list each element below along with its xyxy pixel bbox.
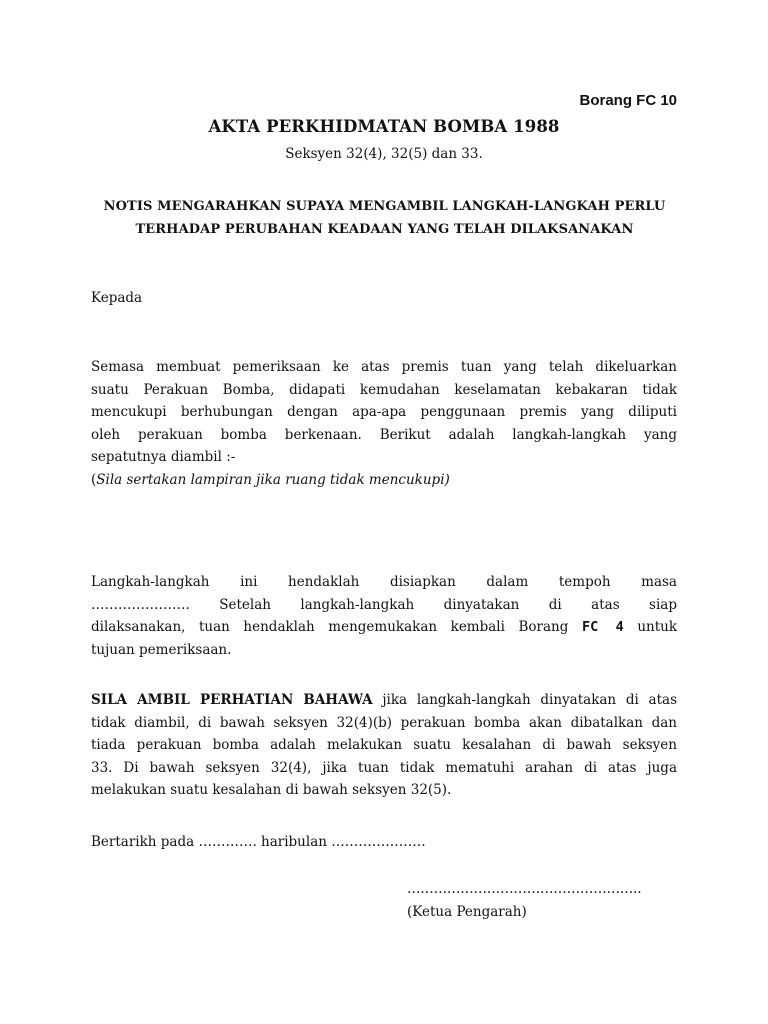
notice-title [92, 195, 677, 241]
paragraph-text: dilaksanakan, tuan hendaklah mengemukakan kembali Borang [91, 619, 582, 635]
section-reference: Seksyen 32(4), 32(5) dan 33. [285, 146, 483, 162]
paragraph-line: sepatutnya diambil :- [91, 449, 236, 465]
paragraph-line: suatu Perakuan Bomba, didapati kemudahan keselamatan kebakaran tidak [91, 381, 677, 398]
paragraph-line: melakukan suatu kesalahan di bawah seksyen 32(5). [91, 782, 452, 798]
paragraph-line [91, 689, 677, 712]
paragraph-line: Langkah-langkah ini hendaklah disiapkan dalam tempoh masa [91, 574, 677, 590]
attachment-note-paren: ( [91, 471, 97, 488]
attachment-note-text: Sila sertakan lampiran jika ruang tidak mencukupi) [96, 471, 450, 488]
deadline-paragraph [91, 571, 677, 661]
warning-paragraph [91, 689, 677, 802]
paragraph-line [91, 616, 677, 639]
notice-title-line-2: TERHADAP PERUBAHAN KEADAAN YANG TELAH DILAKSANAKAN [135, 222, 634, 237]
signatory-title: (Ketua Pengarah) [407, 904, 527, 920]
form-code: Borang FC 10 [579, 92, 677, 109]
form-reference: FC 4 [581, 619, 624, 635]
paragraph-line: Semasa membuat pemeriksaan ke atas premis tuan yang telah dikeluarkan [91, 359, 677, 375]
inspection-paragraph [91, 356, 677, 491]
paragraph-line: 33. Di bawah seksyen 32(4), jika tuan tidak mematuhi arahan di atas juga [91, 759, 677, 776]
paragraph-line: …………………. Setelah langkah-langkah dinyatakan di atas siap [91, 596, 677, 613]
paragraph-line: tidak diambil, di bawah seksyen 32(4)(b) perakuan bomba akan dibatalkan dan [91, 714, 677, 731]
paragraph-text: jika langkah-langkah dinyatakan di atas [372, 692, 677, 708]
warning-heading: SILA AMBIL PERHATIAN BAHAWA [91, 692, 373, 708]
paragraph-line: tujuan pemeriksaan. [91, 641, 232, 658]
act-title: AKTA PERKHIDMATAN BOMBA 1988 [208, 117, 560, 136]
paragraph-line: tiada perakuan bomba adalah melakukan suatu kesalahan di bawah seksyen [91, 737, 677, 753]
addressee-label: Kepada [91, 290, 143, 306]
date-line: Bertarikh pada …………. haribulan ………………… [91, 834, 426, 850]
paragraph-text: untuk [623, 619, 678, 635]
paragraph-line: oleh perakuan bomba berkenaan. Berikut adalah langkah-langkah yang [91, 426, 677, 443]
signature-line: …………………………………………….. [407, 881, 642, 897]
paragraph-line: mencukupi berhubungan dengan apa-apa penggunaan premis yang diliputi [91, 404, 677, 420]
notice-title-line-1: NOTIS MENGARAHKAN SUPAYA MENGAMBIL LANGKAH-LANGKAH PERLU [103, 199, 666, 214]
attachment-note [91, 469, 677, 492]
